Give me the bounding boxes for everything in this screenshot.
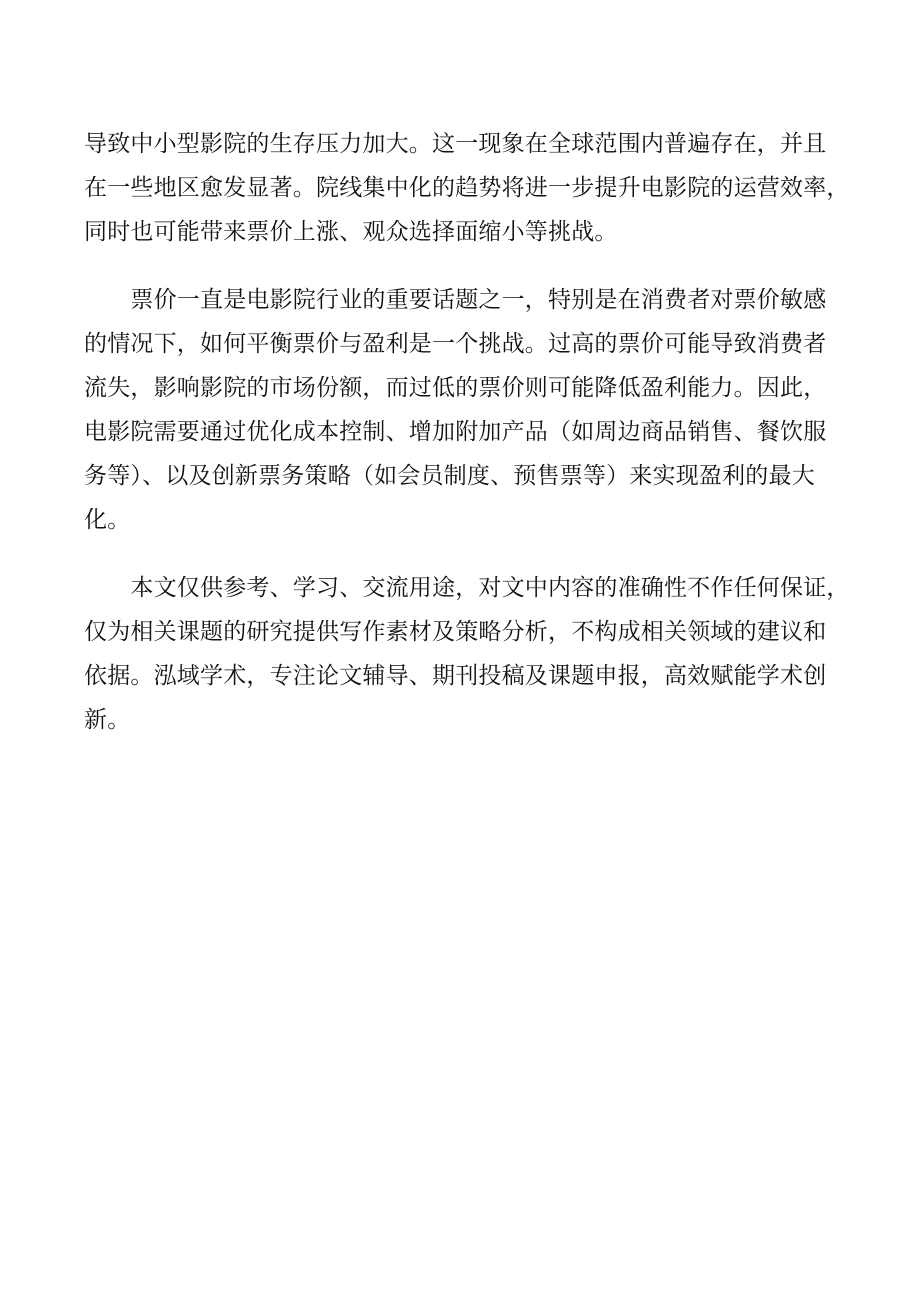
text-line: 同时也可能带来票价上涨、观众选择面缩小等挑战。 bbox=[84, 219, 618, 245]
text-line: 仅为相关课题的研究提供写作素材及策略分析，不构成相关领域的建议和 bbox=[84, 619, 827, 645]
paragraph-cinema-consolidation bbox=[84, 122, 850, 254]
text-line: 新。 bbox=[84, 707, 131, 733]
text-line: 务等）、以及创新票务策略（如会员制度、预售票等）来实现盈利的最大 bbox=[84, 463, 815, 489]
paragraph-ticket-pricing bbox=[84, 278, 840, 542]
text-line: 依据。泓域学术，专注论文辅导、期刊投稿及课题申报，高效赋能学术创 bbox=[84, 663, 827, 689]
text-line: 票价一直是电影院行业的重要话题之一，特别是在消费者对票价敏感 bbox=[84, 287, 827, 313]
text-line: 电影院需要通过优化成本控制、增加附加产品（如周边商品销售、餐饮服 bbox=[84, 419, 827, 445]
paragraph-disclaimer bbox=[84, 566, 850, 742]
text-line: 在一些地区愈发显著。院线集中化的趋势将进一步提升电影院的运营效率， bbox=[84, 175, 850, 201]
text-line: 的情况下，如何平衡票价与盈利是一个挑战。过高的票价可能导致消费者 bbox=[84, 331, 827, 357]
text-line: 导致中小型影院的生存压力加大。这一现象在全球范围内普遍存在，并且 bbox=[84, 131, 827, 157]
text-line: 流失，影响影院的市场份额，而过低的票价则可能降低盈利能力。因此， bbox=[84, 375, 827, 401]
text-line: 化。 bbox=[84, 507, 131, 533]
text-line: 本文仅供参考、学习、交流用途，对文中内容的准确性不作任何保证， bbox=[84, 575, 850, 601]
